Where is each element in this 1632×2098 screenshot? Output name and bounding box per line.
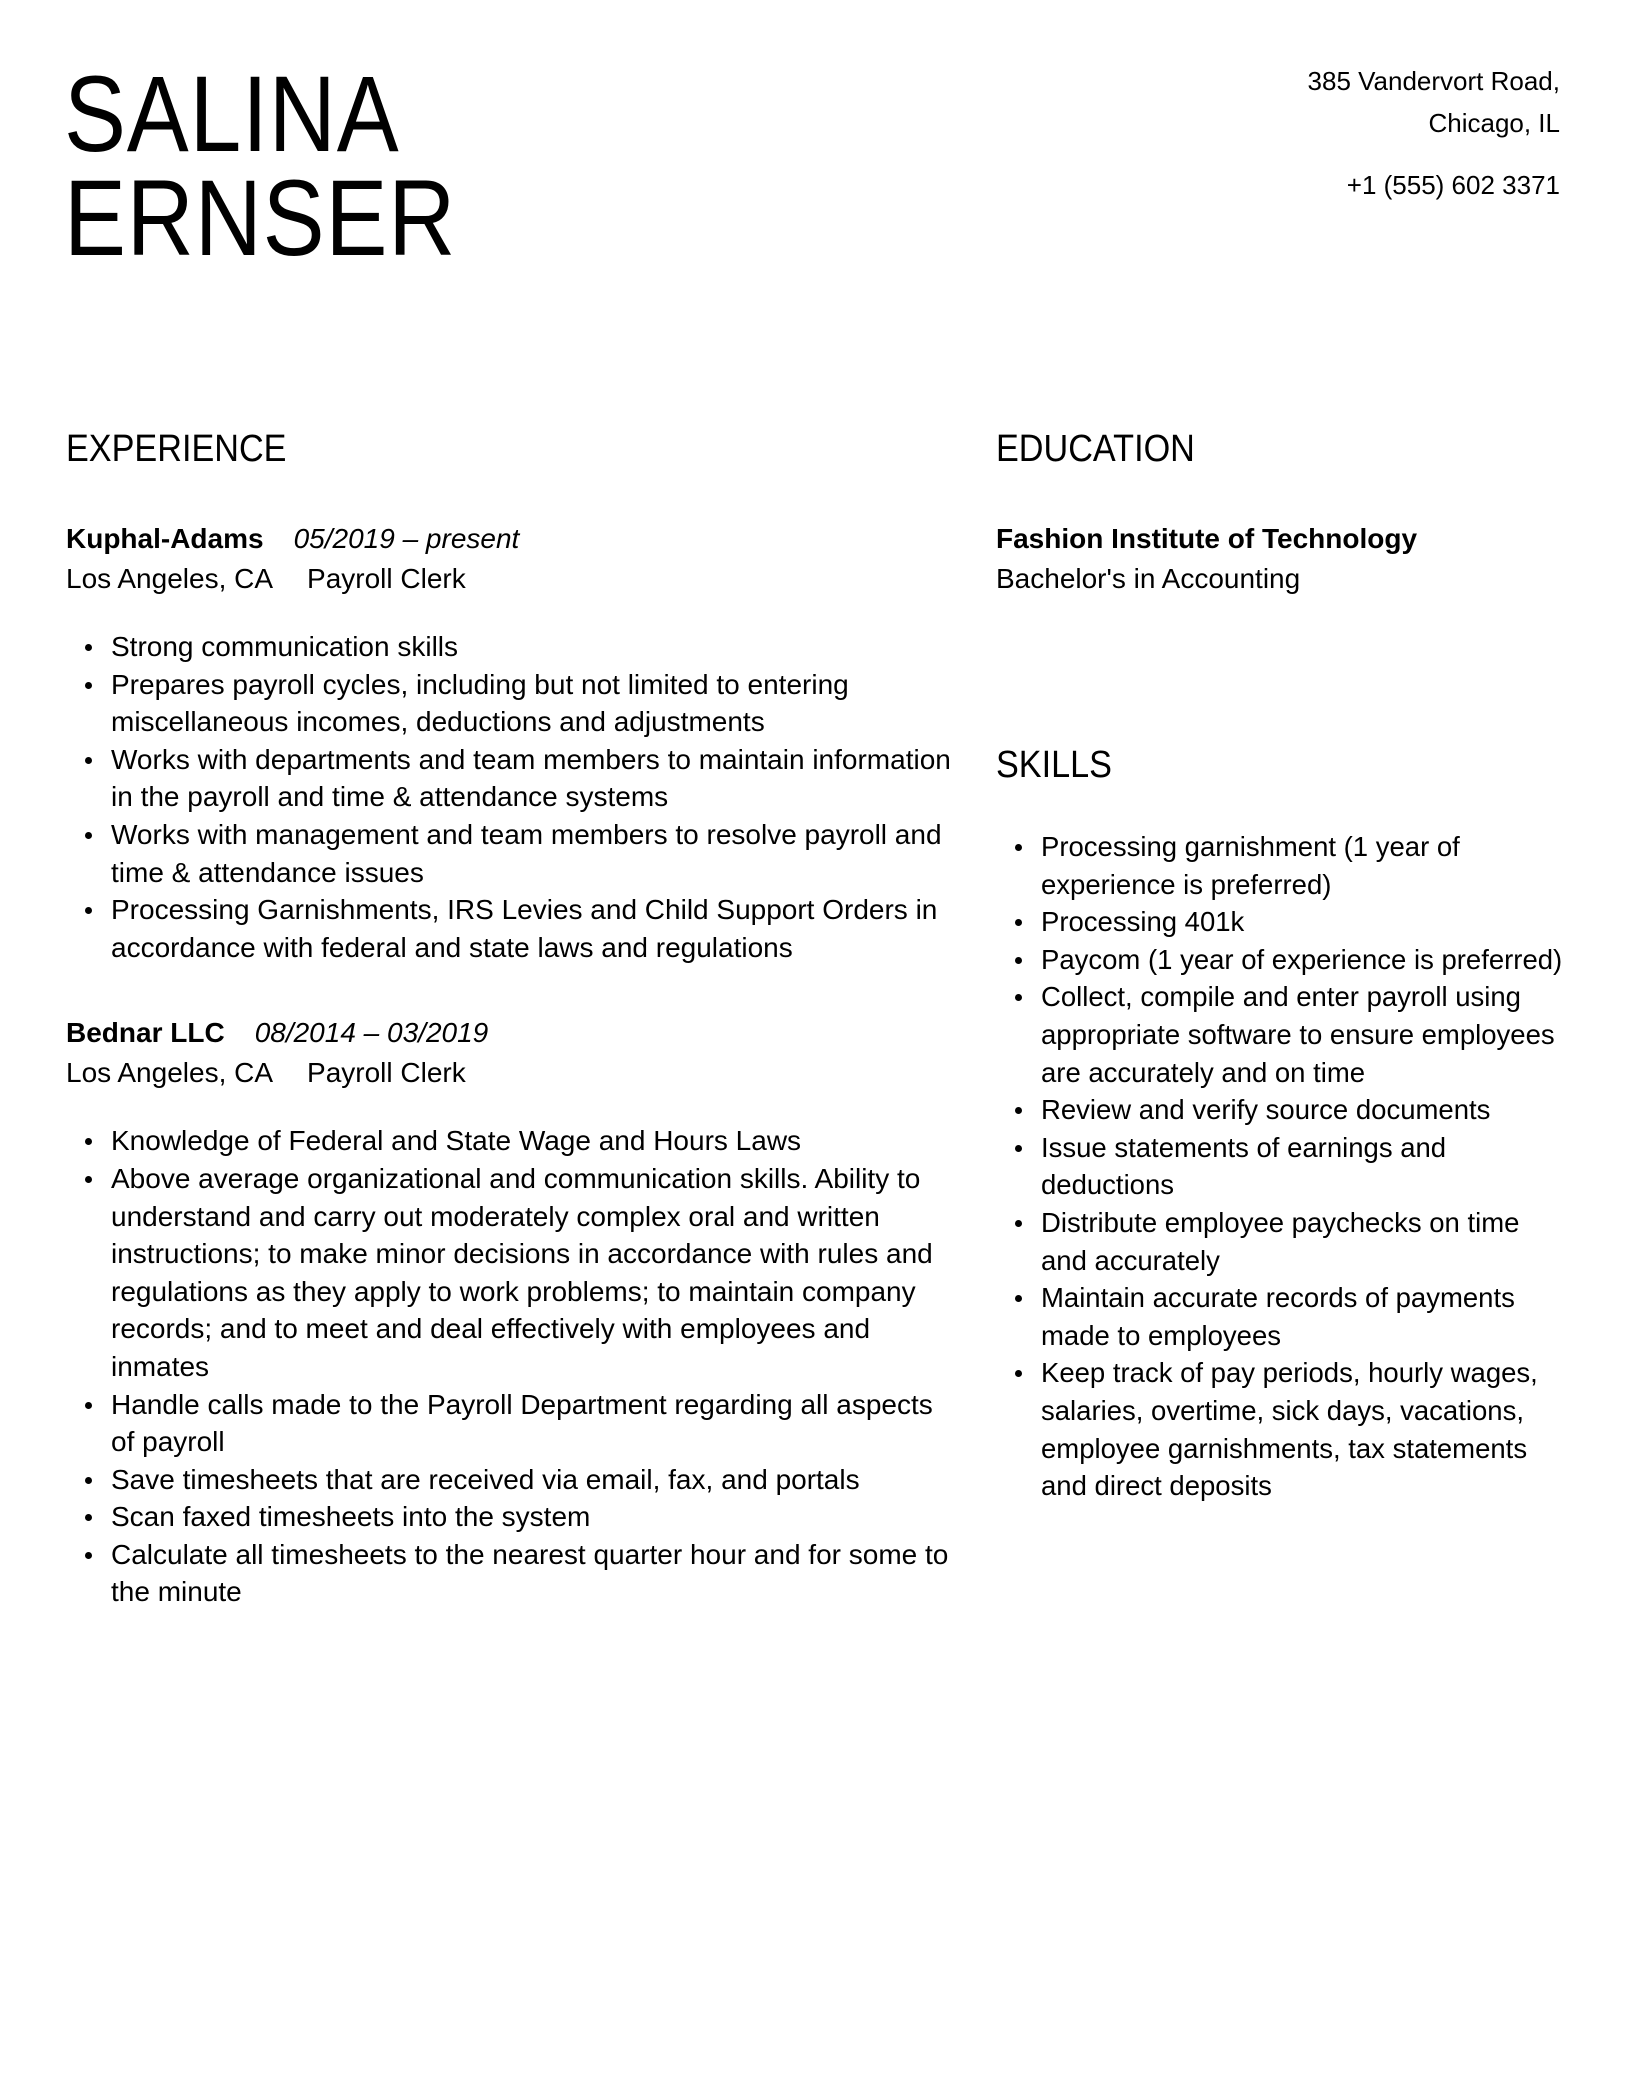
list-item: Scan faxed timesheets into the system (66, 1498, 956, 1536)
last-name: ERNSER (64, 157, 457, 278)
company: Kuphal-Adams (66, 523, 264, 554)
list-item: Collect, compile and enter payroll using appropriate software to ensure employees are accurately and on time (996, 978, 1566, 1091)
job-entry (66, 520, 956, 966)
list-item: Save timesheets that are received via email, fax, and portals (66, 1461, 956, 1499)
skills-list (996, 828, 1566, 1505)
job-location: Los Angeles, CA (66, 563, 274, 594)
list-item: Calculate all timesheets to the nearest quarter hour and for some to the minute (66, 1536, 956, 1611)
list-item: Issue statements of earnings and deductions (996, 1129, 1566, 1204)
degree: Bachelor's in Accounting (996, 563, 1301, 594)
address-line-2: Chicago, IL (1428, 108, 1560, 138)
list-item: Distribute employee paychecks on time and accurately (996, 1204, 1566, 1279)
section-heading: SKILLS (996, 744, 1112, 786)
first-name: SALINA (64, 53, 400, 174)
list-item: Above average organizational and communication skills. Ability to understand and carry out moderately complex oral and written instructions; to make minor decisions in accordance with rules and regulations as they apply to work problems; to maintain company records; and to meet and deal effectively with employees and inmates (66, 1160, 956, 1386)
candidate-name (64, 53, 457, 278)
list-item: Works with management and team members to resolve payroll and time & attendance issues (66, 816, 956, 891)
list-item: Processing 401k (996, 903, 1566, 941)
job-title: Payroll Clerk (307, 1057, 466, 1089)
list-item: Paycom (1 year of experience is preferred) (996, 941, 1566, 979)
school: Fashion Institute of Technology (996, 523, 1418, 554)
education-section (996, 426, 1566, 600)
job-location: Los Angeles, CA (66, 1057, 274, 1089)
list-item: Keep track of pay periods, hourly wages, salaries, overtime, sick days, vacations, employee garnishments, tax statements and direct deposits (996, 1354, 1566, 1504)
list-item: Processing garnishment (1 year of experience is preferred) (996, 828, 1566, 903)
list-item: Handle calls made to the Payroll Department regarding all aspects of payroll (66, 1386, 956, 1461)
job-bullets (66, 1122, 956, 1611)
phone: +1 (555) 602 3371 (1346, 170, 1560, 200)
skills-section (996, 742, 1566, 1505)
address-line-1: 385 Vandervort Road, (1307, 66, 1560, 96)
contact-info (1308, 60, 1560, 206)
job-entry (66, 1014, 956, 1611)
section-heading: EDUCATION (996, 428, 1195, 470)
list-item: Works with departments and team members to maintain information in the payroll and time & attendance systems (66, 741, 956, 816)
list-item: Review and verify source documents (996, 1091, 1566, 1129)
job-dates: 08/2014 – 03/2019 (254, 1017, 489, 1049)
list-item: Prepares payroll cycles, including but not limited to entering miscellaneous incomes, deductions and adjustments (66, 666, 956, 741)
section-heading: EXPERIENCE (66, 428, 287, 470)
job-dates: 05/2019 – present (293, 523, 520, 554)
list-item: Maintain accurate records of payments made to employees (996, 1279, 1566, 1354)
company: Bednar LLC (66, 1017, 225, 1049)
job-bullets (66, 628, 956, 966)
list-item: Processing Garnishments, IRS Levies and Child Support Orders in accordance with federal and state laws and regulations (66, 891, 956, 966)
right-column (996, 426, 1566, 1505)
job-title: Payroll Clerk (307, 563, 466, 594)
list-item: Knowledge of Federal and State Wage and Hours Laws (66, 1122, 956, 1160)
experience-section (66, 426, 956, 1611)
list-item: Strong communication skills (66, 628, 956, 666)
